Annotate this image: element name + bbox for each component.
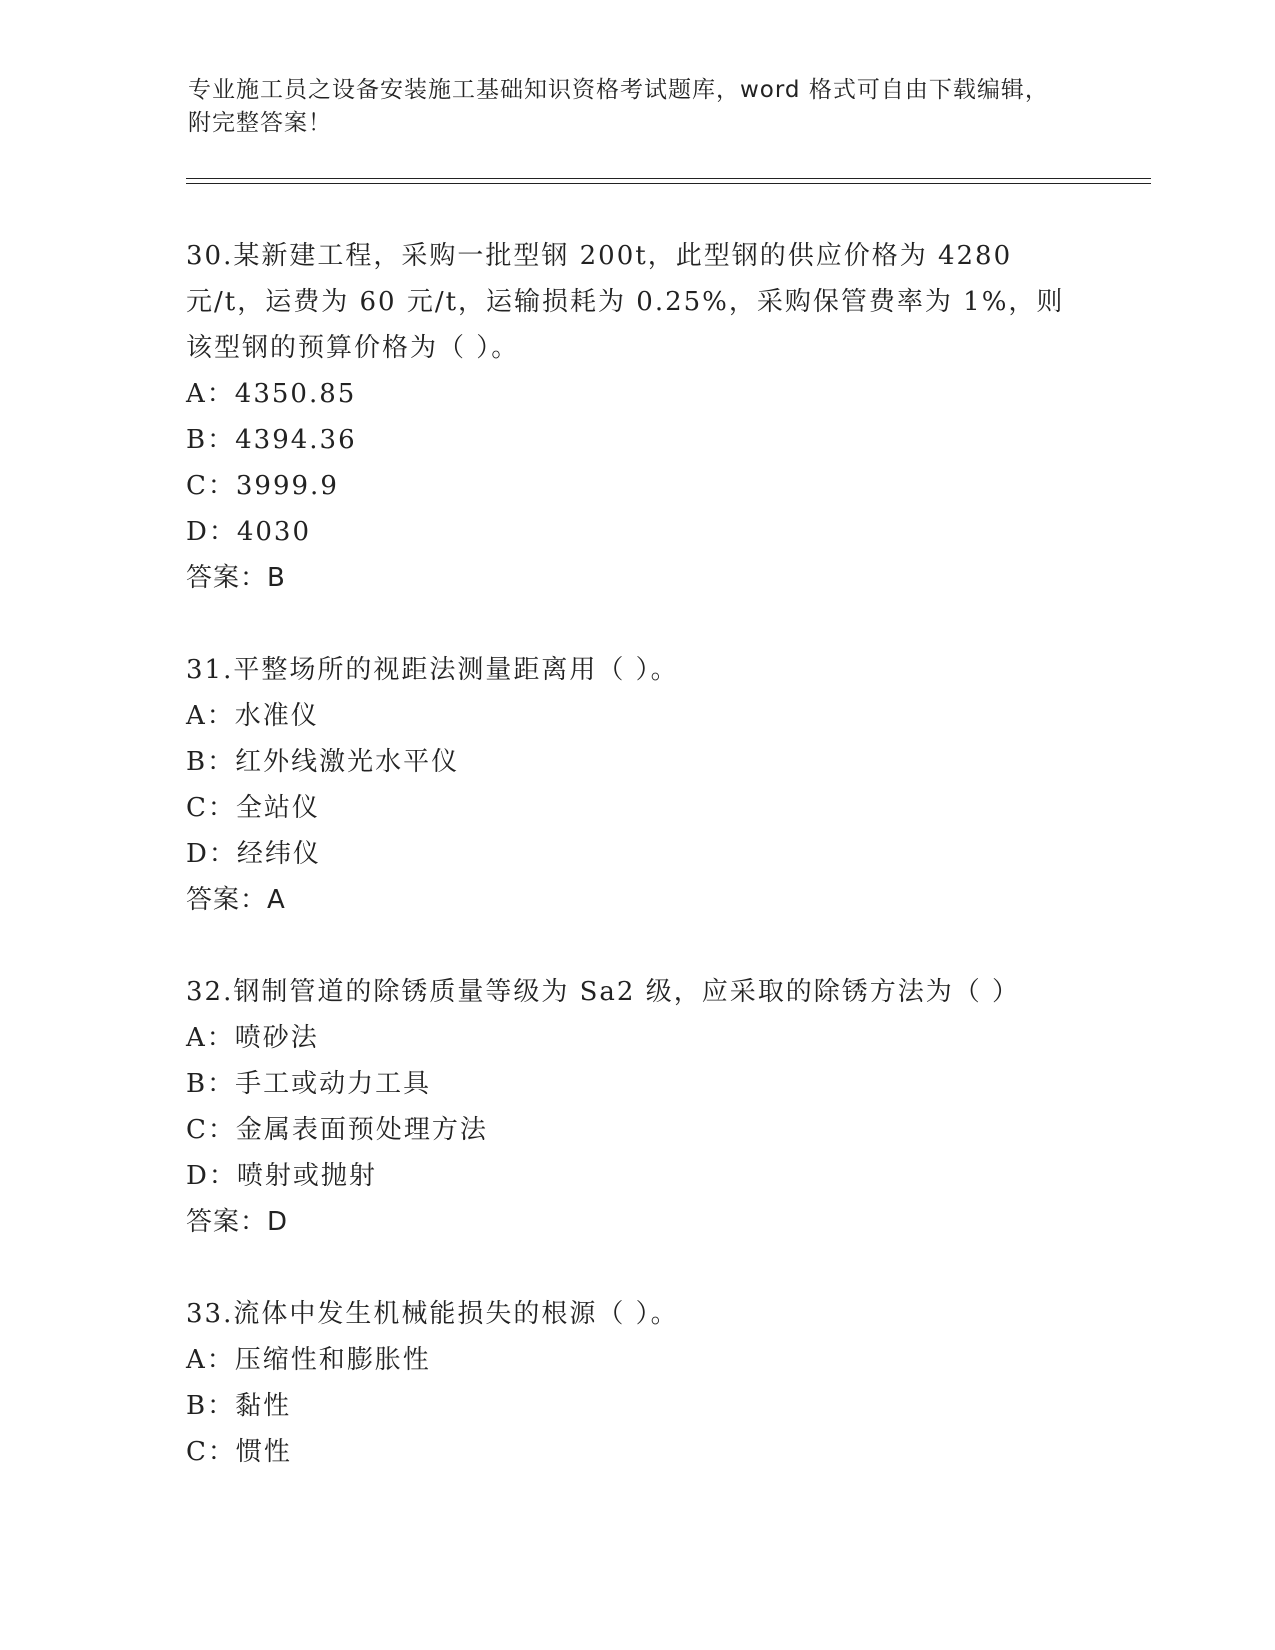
question-30 — [186, 233, 1086, 601]
option-c: C：3999.9 — [186, 471, 339, 501]
question-32 — [186, 969, 1086, 1245]
option-b: B：黏性 — [186, 1391, 292, 1421]
question-list — [186, 233, 1086, 1521]
option-d: D：经纬仪 — [186, 839, 321, 869]
option-b: B：手工或动力工具 — [186, 1069, 432, 1099]
option-c: C：金属表面预处理方法 — [186, 1115, 488, 1145]
option-a: A：4350.85 — [186, 379, 357, 409]
question-31 — [186, 647, 1086, 923]
answer: 答案：B — [186, 563, 286, 593]
option-b: B：红外线激光水平仪 — [186, 747, 460, 777]
option-a: A：喷砂法 — [186, 1023, 319, 1053]
document-header — [188, 74, 1148, 140]
option-b: B：4394.36 — [186, 425, 357, 455]
option-c: C：惯性 — [186, 1437, 292, 1467]
answer: 答案：D — [186, 1207, 289, 1237]
question-text: 31.平整场所的视距法测量距离用（ ）。 — [186, 655, 679, 685]
option-a: A：压缩性和膨胀性 — [186, 1345, 431, 1375]
option-a: A：水准仪 — [186, 701, 319, 731]
option-c: C：全站仪 — [186, 793, 320, 823]
header-divider-bottom — [186, 183, 1151, 184]
question-33 — [186, 1291, 1086, 1475]
header-divider-top — [186, 178, 1151, 179]
header-line-1: 专业施工员之设备安装施工基础知识资格考试题库，word 格式可自由下载编辑， — [188, 77, 1049, 103]
option-d: D：喷射或抛射 — [186, 1161, 377, 1191]
question-text: 30.某新建工程，采购一批型钢 200t，此型钢的供应价格为 4280 元/t，运费为 60 元/t，运输损耗为 0.25%，采购保管费率为 1%，则该型钢的预算价格为（ ）。 — [186, 241, 1065, 363]
answer: 答案：A — [186, 885, 286, 915]
option-d: D：4030 — [186, 517, 312, 547]
header-line-2: 附完整答案！ — [188, 110, 332, 136]
question-text: 32.钢制管道的除锈质量等级为 Sa2 级，应采取的除锈方法为（ ） — [186, 977, 1020, 1007]
question-text: 33.流体中发生机械能损失的根源（ ）。 — [186, 1299, 679, 1329]
